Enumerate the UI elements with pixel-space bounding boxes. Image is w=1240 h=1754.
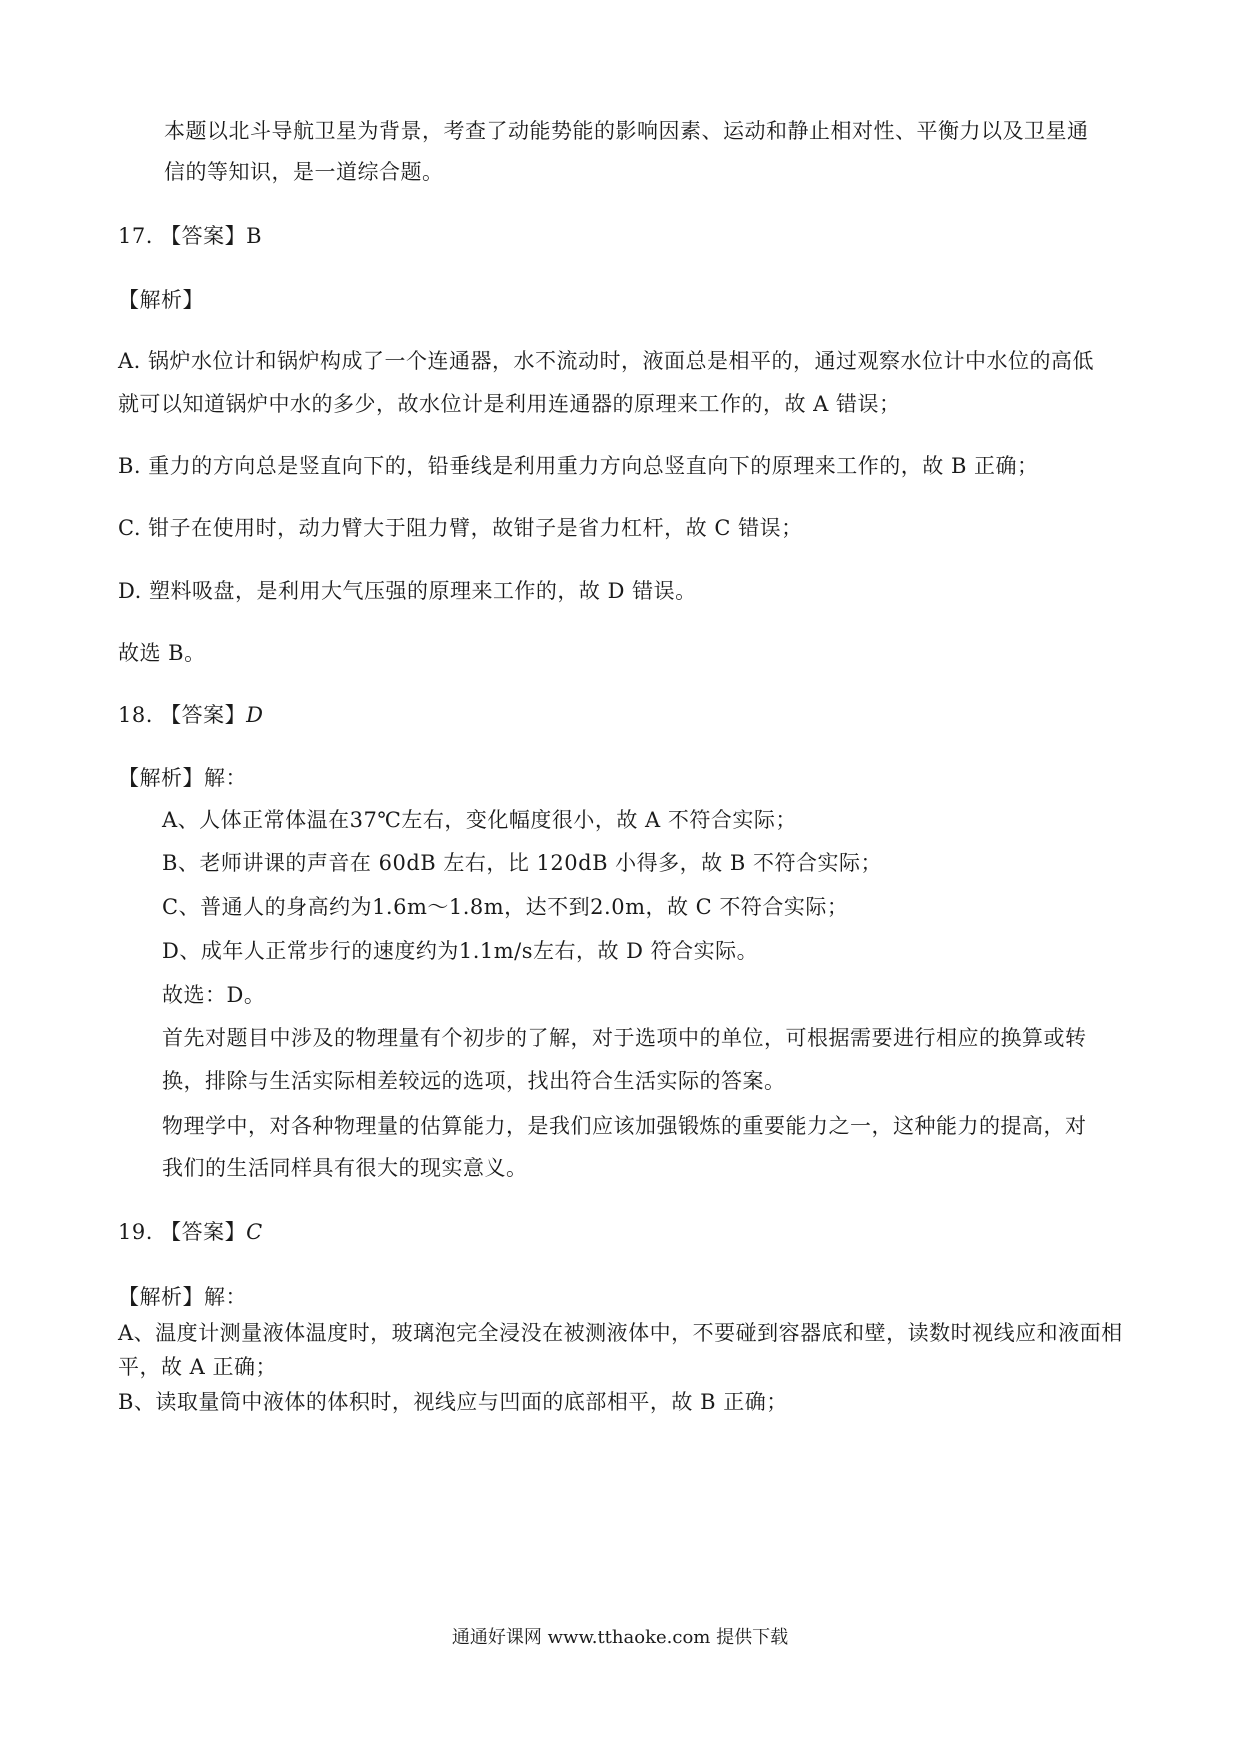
q17-conclusion: 故选 B。 bbox=[118, 641, 206, 665]
q18-note2-line1: 物理学中，对各种物理量的估算能力，是我们应该加强锻炼的重要能力之一，这种能力的提高，对 bbox=[162, 1114, 1087, 1138]
q17-answer: 17. 【答案】B bbox=[118, 224, 263, 248]
q17-option-d: D. 塑料吸盘，是利用大气压强的原理来工作的，故 D 错误。 bbox=[118, 579, 697, 603]
q19-option-a-line2: 平，故 A 正确； bbox=[118, 1355, 278, 1379]
q18-option-a: A、人体正常体温在37℃左右，变化幅度很小，故 A 不符合实际； bbox=[162, 808, 797, 832]
q16-summary-line1: 本题以北斗导航卫星为背景，考查了动能势能的影响因素、运动和静止相对性、平衡力以及卫星通 bbox=[164, 119, 1089, 143]
q18-note1-line2: 换，排除与生活实际相差较远的选项，找出符合生活实际的答案。 bbox=[162, 1069, 786, 1093]
q19-answer bbox=[118, 1217, 263, 1247]
q19-answer-letter: C bbox=[246, 1220, 263, 1244]
q17-option-c: C. 钳子在使用时，动力臂大于阻力臂，故钳子是省力杠杆，故 C 错误； bbox=[118, 516, 803, 540]
page-footer: 通通好课网 www.tthaoke.com 提供下载 bbox=[451, 1627, 789, 1648]
q16-summary-line2: 信的等知识，是一道综合题。 bbox=[164, 160, 444, 184]
q17-analysis-label: 【解析】 bbox=[118, 288, 204, 312]
q19-answer-prefix: 19. 【答案】 bbox=[118, 1220, 247, 1244]
q17-option-b: B. 重力的方向总是竖直向下的，铅垂线是利用重力方向总竖直向下的原理来工作的，故 B 正确； bbox=[118, 454, 1039, 478]
q18-analysis-label: 【解析】解： bbox=[118, 766, 247, 790]
q18-answer-prefix: 18. 【答案】 bbox=[118, 703, 247, 727]
q18-conclusion: 故选：D。 bbox=[162, 983, 266, 1007]
q17-option-a-line2: 就可以知道锅炉中水的多少，故水位计是利用连通器的原理来工作的，故 A 错误； bbox=[118, 392, 901, 416]
q19-analysis-label: 【解析】解： bbox=[118, 1285, 247, 1309]
q18-answer bbox=[118, 700, 263, 730]
q18-note2-line2: 我们的生活同样具有很大的现实意义。 bbox=[162, 1156, 528, 1180]
q18-option-d: D、成年人正常步行的速度约为1.1m/s左右，故 D 符合实际。 bbox=[162, 939, 759, 963]
q19-option-a-line1: A、温度计测量液体温度时，玻璃泡完全浸没在被测液体中，不要碰到容器底和壁，读数时视线应和液面相 bbox=[118, 1321, 1123, 1345]
q17-option-a-line1: A. 锅炉水位计和锅炉构成了一个连通器，水不流动时，液面总是相平的，通过观察水位计中水位的高低 bbox=[118, 349, 1095, 373]
q18-answer-letter: D bbox=[246, 703, 264, 727]
q19-option-b: B、读取量筒中液体的体积时，视线应与凹面的底部相平，故 B 正确； bbox=[118, 1390, 788, 1414]
q18-option-b: B、老师讲课的声音在 60dB 左右，比 120dB 小得多，故 B 不符合实际； bbox=[162, 851, 882, 875]
q18-note1-line1: 首先对题目中涉及的物理量有个初步的了解，对于选项中的单位，可根据需要进行相应的换算或转 bbox=[162, 1026, 1087, 1050]
q18-option-c: C、普通人的身高约为1.6m～1.8m，达不到2.0m，故 C 不符合实际； bbox=[162, 895, 849, 919]
